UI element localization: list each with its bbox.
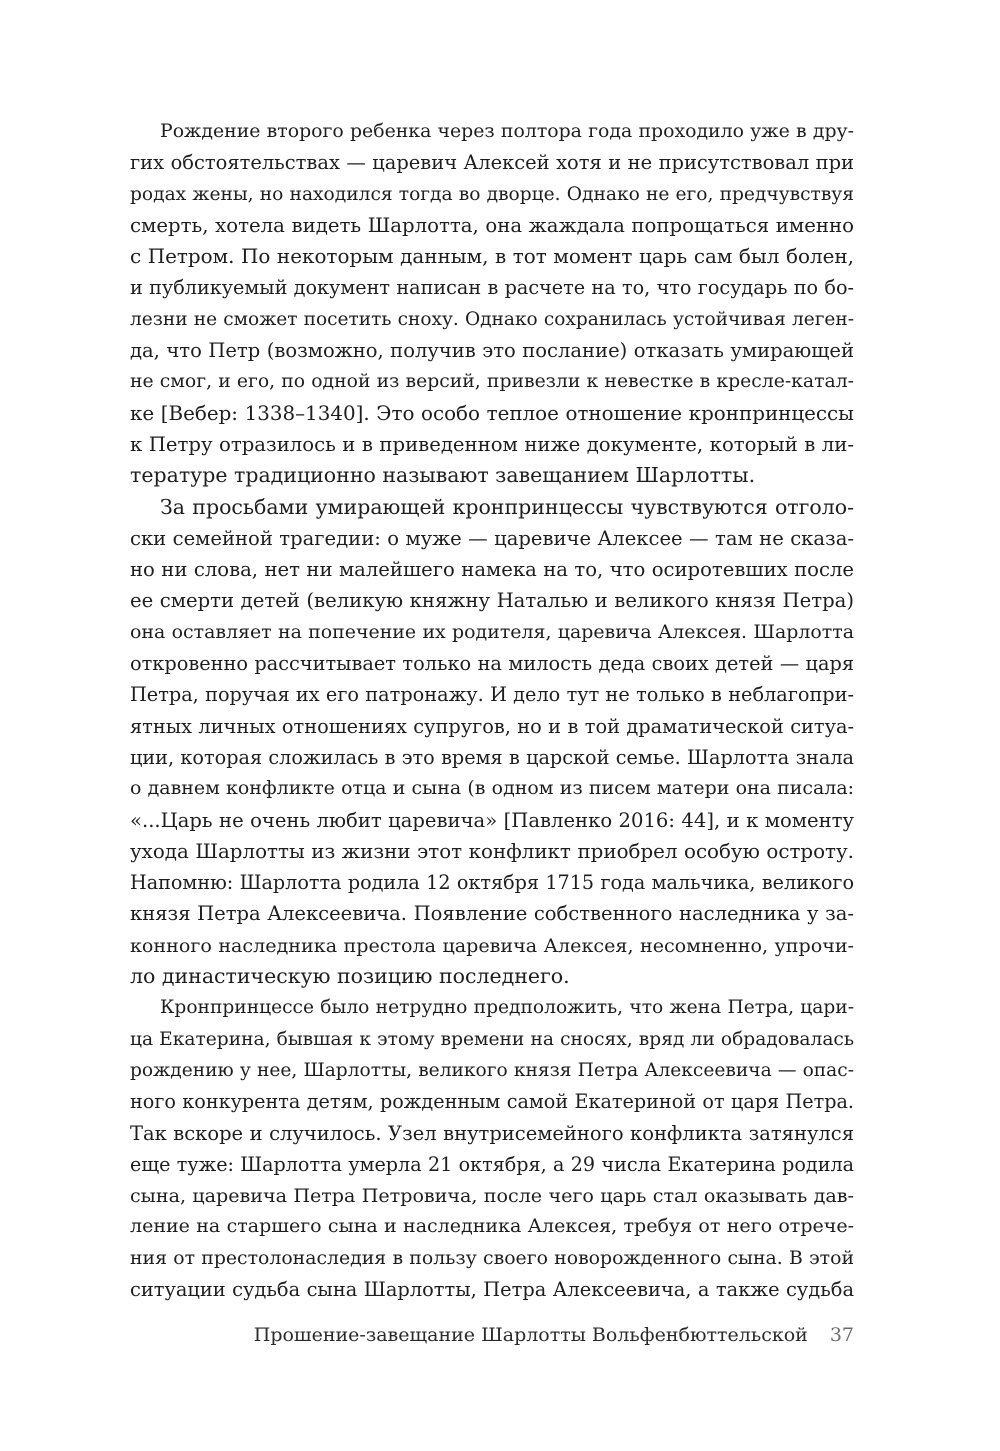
- text-line: ситуации судьба сына Шарлотты, Петра Алексеевича, а также судьба: [130, 1277, 854, 1301]
- text-line: Так вскоре и случилось. Узел внутрисемейного конфликта затянулся: [130, 1121, 854, 1145]
- text-line: Напомню: Шарлотта родила 12 октября 1715 года мальчика, великого: [130, 871, 854, 895]
- text-line: «...Царь не очень любит царевича» [Павленко 2016: 44], и к моменту: [130, 808, 854, 832]
- text-line: Кронпринцессе было нетрудно предположить, что жена Петра, цари-: [160, 997, 854, 1019]
- body-text: [130, 116, 854, 1305]
- text-line: ца Екатерина, бывшая к этому времени на сносях, вряд ли обрадовалась: [130, 1028, 854, 1050]
- text-line: ухода Шарлотты из жизни этот конфликт приобрел особую остроту.: [130, 839, 854, 863]
- text-line: ло династическую позицию последнего.: [130, 964, 570, 989]
- text-line: ятных личных отношениях супругов, но и в той драматической ситуа-: [130, 714, 854, 738]
- text-line: тературе традиционно называют завещанием Шарлотты.: [130, 463, 756, 488]
- text-line: она оставляет на попечение их родителя, царевича Алексея. Шарлотта: [130, 620, 854, 643]
- text-line: к Петру отразилось и в приведенном ниже документе, который в ли-: [130, 432, 854, 456]
- text-line: князя Петра Алексеевича. Появление собственного наследника у за-: [130, 902, 854, 926]
- paragraph: [130, 992, 854, 1305]
- running-title: Прошение-завещание Шарлотты Вольфенбюттельской: [253, 1324, 808, 1346]
- text-line: ее смерти детей (великую княжну Наталью и великого князя Петра): [130, 589, 854, 613]
- text-line: с Петром. По некоторым данным, в тот момент царь сам был болен,: [130, 245, 854, 269]
- text-line: ке [Вебер: 1338–1340]. Это особо теплое отношение кронпринцессы: [130, 401, 854, 425]
- text-line: и публикуемый документ написан в расчете на то, что государь по бо-: [130, 276, 854, 300]
- text-line: ного конкурента детям, рожденным самой Екатериной от царя Петра.: [130, 1090, 854, 1114]
- text-line: конного наследника престола царевича Алексея, несомненно, упрочи-: [130, 933, 854, 957]
- text-line: рождению у нее, Шарлотты, великого князя Петра Алексеевича — опас-: [130, 1059, 854, 1081]
- text-line: ски семейной трагедии: о муже — царевиче Алексее — там не сказа-: [130, 526, 854, 550]
- text-line: да, что Петр (возможно, получив это послание) отказать умирающей: [130, 339, 854, 363]
- text-line: лезни не сможет посетить сноху. Однако сохранилась устойчивая леген-: [130, 308, 854, 330]
- text-line: сына, царевича Петра Петровича, после чего царь стал оказывать дав-: [130, 1184, 854, 1208]
- text-line: ление на старшего сына и наследника Алексея, требуя от него отрече-: [130, 1215, 854, 1238]
- text-line: но ни слова, нет ни малейшего намека на то, что осиротевших после: [130, 558, 854, 582]
- text-line: откровенно рассчитывает только на милость деда своих детей — царя: [130, 652, 854, 676]
- paragraph: [130, 492, 854, 993]
- text-line: Петра, поручая их его патронажу. И дело тут не только в неблагопри-: [130, 683, 854, 707]
- page-footer: [130, 1322, 854, 1348]
- text-line: ния от престолонаследия в пользу своего новорожденного сына. В этой: [130, 1247, 854, 1269]
- paragraph: [130, 116, 854, 492]
- text-line: о давнем конфликте отца и сына (в одном из писем матери она писала:: [130, 777, 854, 800]
- text-line: не смог, и его, по одной из версий, привезли к невестке в кресле-катал-: [130, 371, 854, 393]
- text-line: гих обстоятельствах — царевич Алексей хотя и не присутствовал при: [130, 151, 854, 175]
- text-line: ции, которая сложилась в это время в царской семье. Шарлотта знала: [130, 745, 854, 769]
- page-number: 37: [829, 1324, 854, 1346]
- text-line: Рождение второго ребенка через полтора года проходило уже в дру-: [160, 120, 854, 142]
- text-line: За просьбами умирающей кронпринцессы чувствуются отголо-: [160, 494, 854, 519]
- text-line: родах жены, но находился тогда во дворце. Однако не его, предчувствуя: [130, 183, 854, 205]
- text-line: еще туже: Шарлотта умерла 21 октября, а 29 числа Екатерина родила: [130, 1152, 854, 1176]
- text-line: смерть, хотела видеть Шарлотта, она жаждала попрощаться именно: [130, 213, 854, 237]
